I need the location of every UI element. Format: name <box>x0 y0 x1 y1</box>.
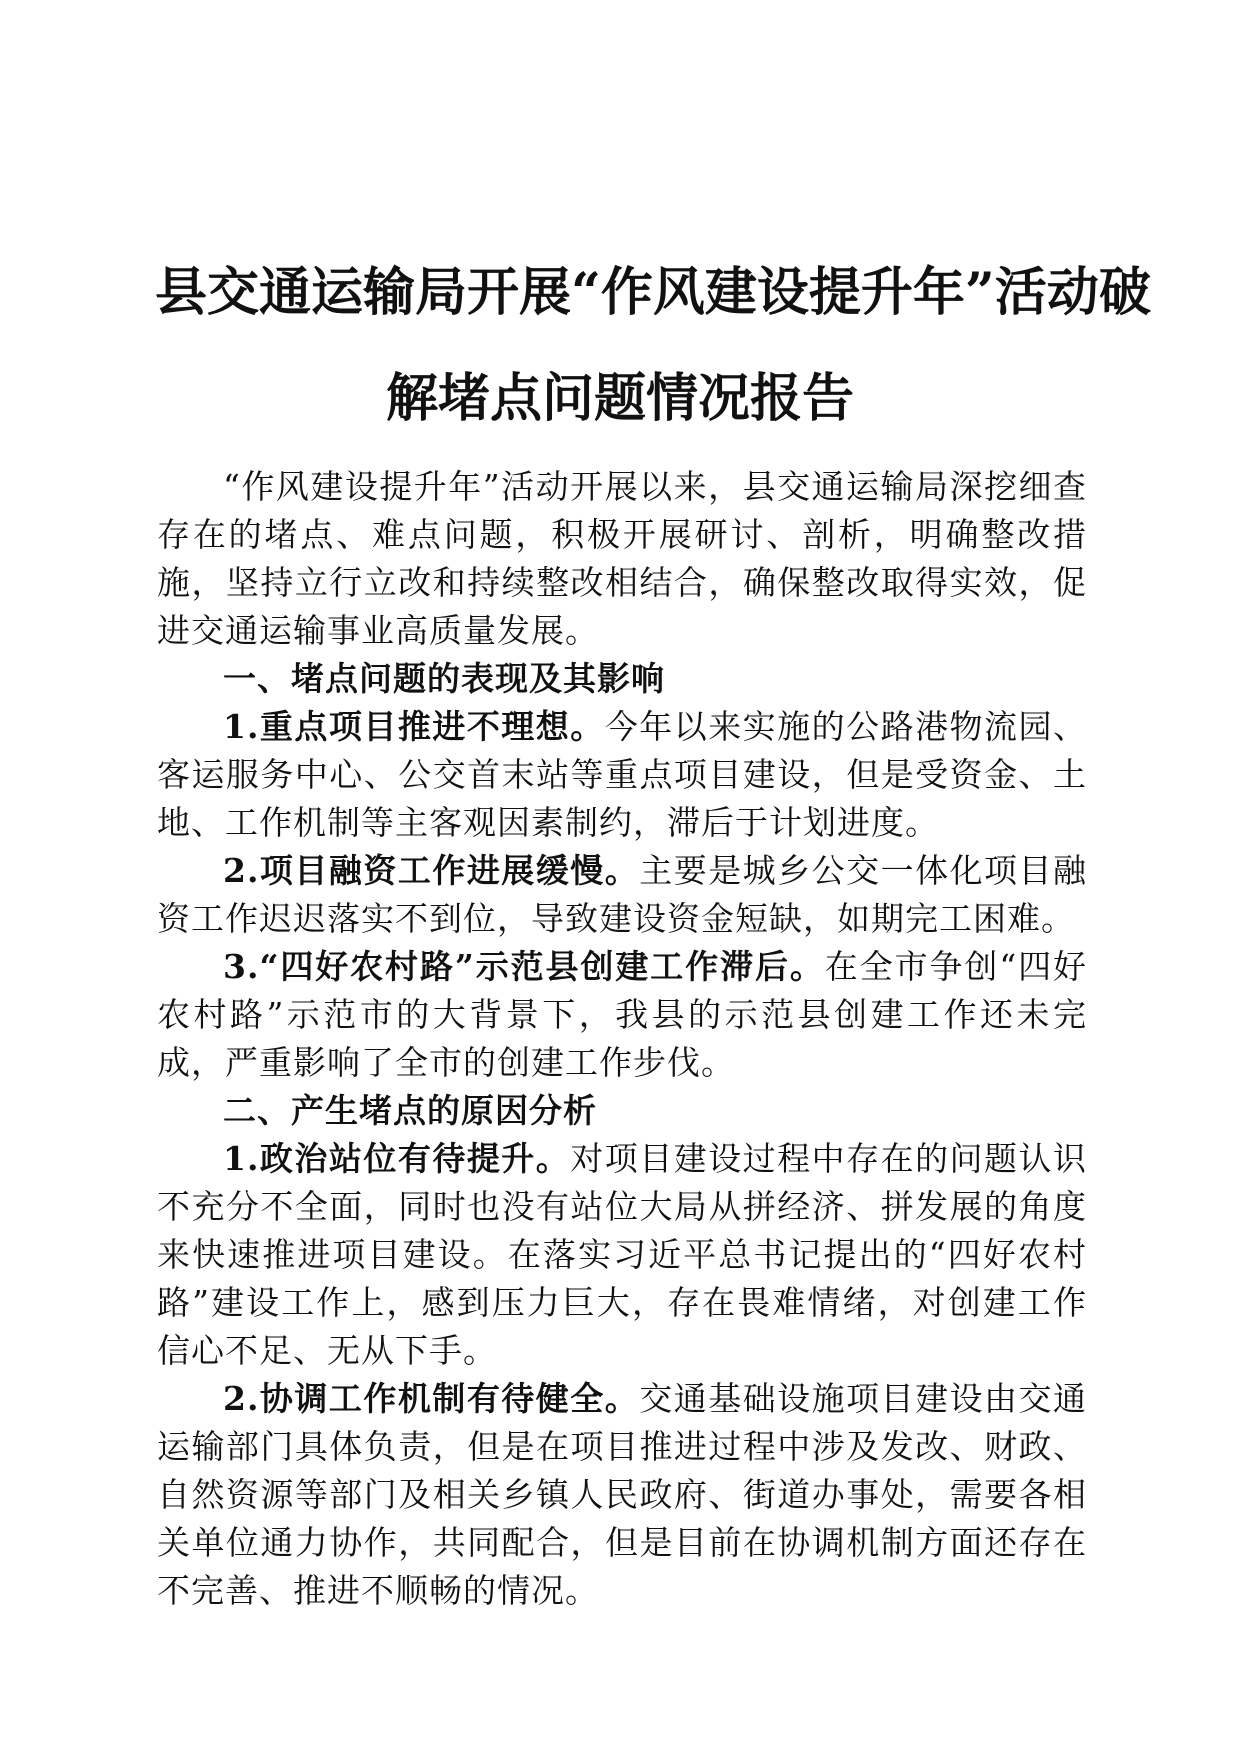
item-text: 在全市争创“四好农村路”示范市的大背景下，我县的示范县创建工作还未完成，严重影响了全市的创建工作步伐。 <box>157 947 1087 1082</box>
item-lead: 2.项目融资工作进展缓慢。 <box>223 851 640 890</box>
intro-paragraph: “作风建设提升年”活动开展以来，县交通运输局深挖细查存在的堵点、难点问题，积极开展研讨、剖析，明确整改措施，坚持立行立改和持续整改相结合，确保整改取得实效，促进交通运输事业高质量发展。 <box>157 467 1087 650</box>
document-body <box>157 463 1087 1615</box>
section-1-item-1 <box>157 703 1087 847</box>
section-1-heading: 一、堵点问题的表现及其影响 <box>223 659 665 698</box>
section-1-item-3 <box>157 943 1087 1087</box>
item-text: 今年以来实施的公路港物流园、客运服务中心、公交首末站等重点项目建设，但是受资金、土地、工作机制等主客观因素制约，滞后于计划进度。 <box>157 707 1088 842</box>
title-line-1: 县交通运输局开展“作风建设提升年”活动破 <box>155 262 1151 323</box>
title-line-2: 解堵点问题情况报告 <box>385 368 854 429</box>
item-lead: 2.协调工作机制有待健全。 <box>223 1379 640 1418</box>
item-lead: 1.重点项目推进不理想。 <box>223 707 605 746</box>
section-2-heading: 二、产生堵点的原因分析 <box>223 1091 597 1130</box>
item-lead: 3.“四好农村路”示范县创建工作滞后。 <box>223 947 825 986</box>
item-text: 交通基础设施项目建设由交通运输部门具体负责，但是在项目推进过程中涉及发改、财政、自然资源等部门及相关乡镇人民政府、街道办事处，需要各相关单位通力协作，共同配合，但是目前在协调机制方面还存在不完善、推进不顺畅的情况。 <box>157 1379 1088 1610</box>
section-2-item-2 <box>157 1375 1087 1615</box>
section-1-item-2 <box>157 847 1087 943</box>
item-text: 对项目建设过程中存在的问题认识不充分不全面，同时也没有站位大局从拼经济、拼发展的角度来快速推进项目建设。在落实习近平总书记提出的“四好农村路”建设工作上，感到压力巨大，存在畏难情绪，对创建工作信心不足、无从下手。 <box>157 1139 1088 1370</box>
item-text: 主要是城乡公交一体化项目融资工作迟迟落实不到位，导致建设资金短缺，如期完工困难。 <box>157 851 1088 938</box>
item-lead: 1.政治站位有待提升。 <box>223 1139 571 1178</box>
document-title <box>155 240 1151 452</box>
section-2-item-1 <box>157 1135 1087 1375</box>
